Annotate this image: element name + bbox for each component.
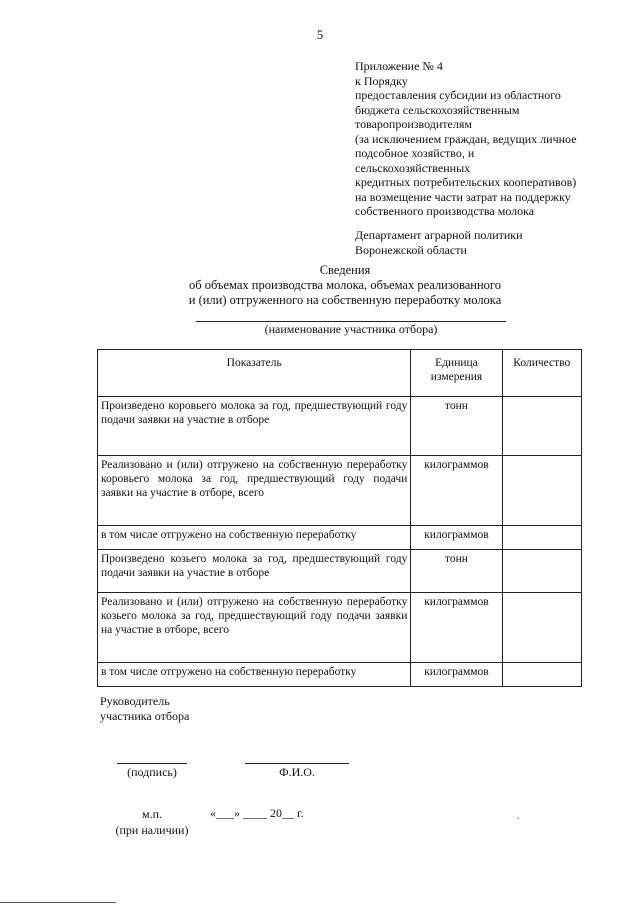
unit-cell: тонн [411, 397, 502, 456]
quantity-cell[interactable] [502, 663, 581, 687]
full-name-caption: Ф.И.О. [279, 765, 315, 779]
indicator-cell: Реализовано и (или) отгружено на собственную переработку козьего молока за год, предшествующий году подачи заявки на участие в отборе, всего [98, 593, 411, 663]
indicator-cell: Произведено коровьего молока за год, предшествующий году подачи заявки на участие в отборе [98, 397, 411, 456]
appendix-line: сельскохозяйственных [355, 160, 471, 175]
appendix-line: бюджета сельскохозяйственным [355, 102, 520, 117]
department-block [355, 228, 625, 257]
page-number: 5 [316, 28, 324, 42]
quantity-cell[interactable] [502, 593, 581, 663]
unit-cell: килограммов [411, 593, 502, 663]
appendix-block [355, 59, 625, 219]
header-quantity: Количество [502, 350, 581, 397]
unit-cell: килограммов [411, 456, 502, 526]
quantity-cell[interactable] [502, 526, 581, 550]
table-header-row [98, 350, 582, 397]
title-line: об объемах производства молока, объемах реализованного [189, 278, 501, 292]
quantity-cell[interactable] [502, 550, 581, 593]
department-line: Департамент аграрной политики [355, 228, 523, 242]
header-indicator: Показатель [98, 350, 411, 397]
title-line: Сведения [319, 263, 371, 277]
appendix-line: Приложение № 4 [355, 59, 443, 73]
full-name-line[interactable] [245, 763, 349, 764]
footnote-rule [0, 902, 116, 903]
appendix-line: на возмещение части затрат на поддержку [355, 189, 571, 204]
signature-line[interactable] [117, 763, 187, 764]
head-line: участника отбора [100, 709, 190, 723]
document-title [165, 263, 525, 308]
table-row [98, 456, 582, 526]
indicator-cell: в том числе отгружено на собственную переработку [98, 526, 411, 550]
date-line[interactable]: «___» ____ 20__ г. [210, 806, 304, 820]
unit-cell: килограммов [411, 526, 502, 550]
header-unit: Единица измерения [411, 350, 502, 397]
table-row [98, 593, 582, 663]
participant-name-caption: (наименование участника отбора) [264, 322, 438, 336]
department-line: Воронежской области [355, 242, 467, 257]
table-row [98, 397, 582, 456]
milk-data-table [97, 349, 582, 687]
unit-cell: килограммов [411, 663, 502, 687]
appendix-line: предоставления субсидии из областного [355, 88, 561, 102]
indicator-cell: Произведено козьего молока за год, предшествующий году подачи заявки на участие в отборе [98, 550, 411, 593]
appendix-line: (за исключением граждан, ведущих личное [355, 131, 577, 146]
quantity-cell[interactable] [502, 456, 581, 526]
table-row [98, 526, 582, 550]
signature-caption: (подпись) [127, 765, 177, 779]
unit-cell: тонн [411, 550, 502, 593]
appendix-line: подсобное хозяйство, и [355, 146, 475, 160]
indicator-cell: в том числе отгружено на собственную переработку [98, 663, 411, 687]
head-line: Руководитель [100, 694, 170, 708]
stamp-label: м.п. [141, 807, 162, 821]
appendix-line: собственного производства молока [355, 204, 535, 218]
table-row [98, 663, 582, 687]
stamp-note: (при наличии) [115, 823, 189, 837]
title-line: и (или) отгруженного на собственную переработку молока [188, 293, 502, 307]
table-row [98, 550, 582, 593]
scan-speck [517, 818, 519, 819]
stamp-block [110, 806, 194, 838]
appendix-line: кредитных потребительских кооперативов) [355, 175, 577, 189]
quantity-cell[interactable] [502, 397, 581, 456]
appendix-line: к Порядку [355, 73, 408, 88]
indicator-cell: Реализовано и (или) отгружено на собственную переработку коровьего молока за год, предшествующий году подачи заявки на участие в отборе, всего [98, 456, 411, 526]
head-signatory-block [100, 694, 189, 724]
appendix-line: товаропроизводителям [355, 117, 472, 131]
